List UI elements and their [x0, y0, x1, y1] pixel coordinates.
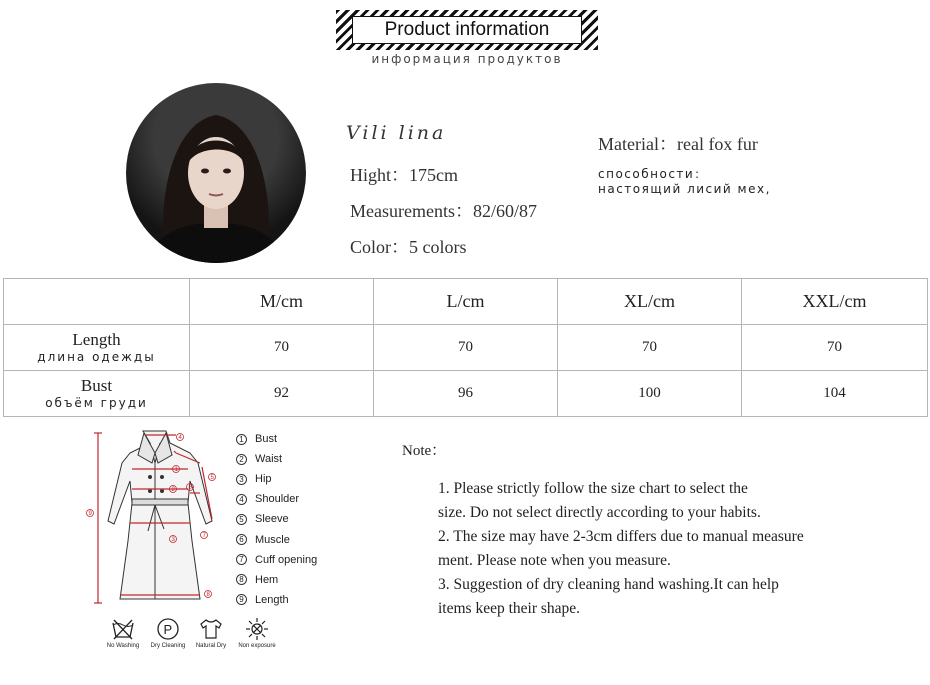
legend-number: 2 — [236, 454, 247, 465]
svg-text:3: 3 — [171, 537, 175, 543]
coat-diagram-icon — [80, 423, 230, 613]
table-row — [4, 325, 928, 371]
table-cell: 100 — [558, 371, 742, 417]
row-label-ru: длина одежды — [37, 350, 156, 364]
note-line: ment. Please note when you measure. — [438, 552, 671, 569]
legend-label: Shoulder — [255, 493, 300, 506]
legend-item — [236, 429, 317, 449]
legend-item — [236, 590, 317, 610]
legend-item — [236, 550, 317, 570]
model-color: Color：5 colors — [350, 237, 467, 257]
non-exposure-icon — [244, 617, 270, 641]
legend-item — [236, 529, 317, 549]
legend-number: 6 — [236, 534, 247, 545]
svg-text:4: 4 — [178, 435, 182, 441]
material-en: Material：real fox fur — [598, 134, 758, 154]
legend-number: 5 — [236, 514, 247, 525]
note-line: 1. Please strictly follow the size chart to select the — [438, 480, 748, 497]
legend-number: 3 — [236, 474, 247, 485]
note-line: 3. Suggestion of dry cleaning hand washing.It can help — [438, 576, 779, 593]
no-washing-icon — [110, 617, 136, 641]
legend-label: Hip — [255, 473, 272, 486]
note-heading: Note： — [402, 443, 447, 459]
table-header-row — [4, 279, 928, 325]
legend-number: 7 — [236, 554, 247, 565]
table-row — [4, 371, 928, 417]
legend-label: Bust — [255, 433, 278, 446]
coat-measurement-diagram — [80, 423, 230, 613]
svg-text:7: 7 — [202, 533, 206, 539]
model-name: Vili lina — [346, 122, 447, 144]
model-portrait-icon — [126, 83, 306, 263]
legend-number: 4 — [236, 494, 247, 505]
care-label: Natural Dry — [195, 643, 227, 649]
legend-label: Hem — [255, 573, 279, 586]
table-header-cell: L/cm — [374, 279, 558, 325]
note-line: items keep their shape. — [438, 600, 581, 617]
material-ru-label: способности： — [598, 167, 708, 181]
svg-text:2: 2 — [171, 487, 175, 493]
material-ru-value: настоящий лисий мех, — [598, 182, 771, 196]
header-title: Product information — [384, 19, 550, 40]
row-label — [4, 325, 190, 371]
row-label-ru: объём груди — [45, 396, 148, 410]
note-line: 2. The size may have 2-3cm differs due to manual measure — [438, 528, 804, 545]
legend-label: Waist — [255, 453, 283, 466]
natural-dry-icon — [198, 617, 224, 641]
legend-label: Muscle — [255, 533, 290, 546]
legend-item — [236, 509, 317, 529]
model-photo — [126, 83, 306, 263]
table-cell: 92 — [190, 371, 374, 417]
legend-label: Length — [255, 593, 289, 606]
table-cell: 70 — [190, 325, 374, 371]
legend-number: 9 — [236, 594, 247, 605]
legend-item — [236, 449, 317, 469]
legend-number: 8 — [236, 574, 247, 585]
header-title-box — [352, 16, 582, 44]
note-line: size. Do not select directly according to your habits. — [438, 504, 761, 521]
svg-text:9: 9 — [88, 511, 92, 517]
care-label: Non exposure — [238, 643, 276, 649]
table-cell: 70 — [742, 325, 928, 371]
care-label: Dry Cleaning — [150, 643, 186, 649]
table-header-cell: XXL/cm — [742, 279, 928, 325]
care-non-exposure — [232, 617, 282, 649]
dry-cleaning-icon — [155, 617, 181, 641]
care-natural-dry — [186, 617, 236, 649]
svg-text:P: P — [163, 622, 173, 637]
model-measurements: Measurements：82/60/87 — [350, 201, 537, 221]
row-label-en: Bust — [80, 376, 113, 395]
table-corner-cell — [4, 279, 190, 325]
header-banner — [336, 10, 598, 50]
header-subtitle: информация продуктов — [371, 52, 563, 66]
legend-label: Cuff opening — [255, 553, 318, 566]
table-cell: 104 — [742, 371, 928, 417]
svg-text:5: 5 — [210, 475, 214, 481]
row-label — [4, 371, 190, 417]
svg-text:8: 8 — [206, 592, 210, 598]
care-label: No Washing — [106, 643, 140, 649]
model-height: Hight：175cm — [350, 165, 458, 185]
table-header-cell: XL/cm — [558, 279, 742, 325]
legend-label: Sleeve — [255, 513, 289, 526]
measurement-legend — [236, 429, 317, 610]
legend-number: 1 — [236, 434, 247, 445]
table-header-cell: M/cm — [190, 279, 374, 325]
row-label-en: Length — [72, 330, 121, 349]
care-no-washing — [98, 617, 148, 649]
table-cell: 96 — [374, 371, 558, 417]
table-cell: 70 — [558, 325, 742, 371]
legend-item — [236, 469, 317, 489]
svg-text:1: 1 — [174, 467, 178, 473]
legend-item — [236, 570, 317, 590]
size-table — [3, 278, 928, 417]
svg-text:6: 6 — [188, 485, 192, 491]
legend-item — [236, 489, 317, 509]
table-cell: 70 — [374, 325, 558, 371]
